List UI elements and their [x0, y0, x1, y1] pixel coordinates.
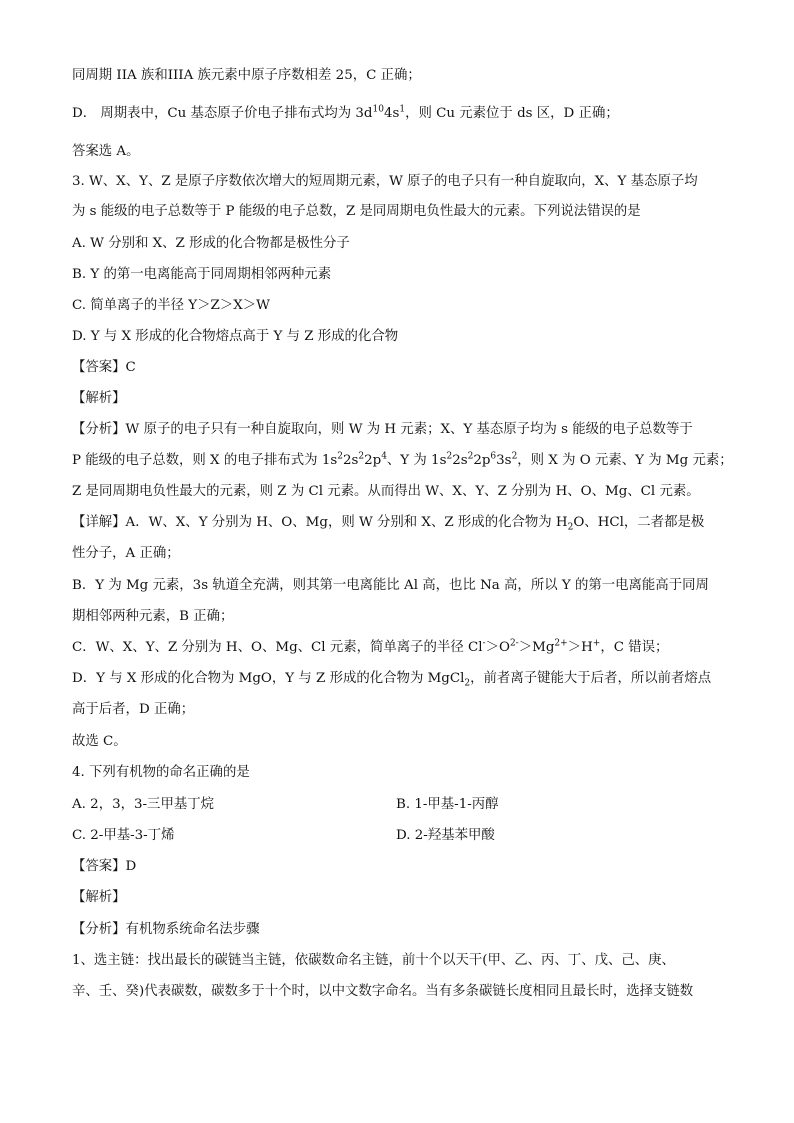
q4-option-d: D. 2-羟基苯甲酸: [396, 828, 495, 843]
q3-analysis-2: P 能级的电子总数，则 X 的电子排布式为 $1s^22s^22p^4$、Y 为 $1s^22s^22p^63s^2$，则 X 为 O 元素、Y 为 Mg 元素；: [72, 451, 733, 468]
q4-answer: 【答案】D: [72, 859, 137, 874]
prev-option-d: D． 周期表中，Cu 基态原子价电子排布式均为 $3d^{10}4s^1$，则 Cu 元素位于 ds 区，D 正确；: [72, 104, 619, 121]
q3-option-a: A. W 分别和 X、Z 形成的化合物都是极性分子: [72, 236, 350, 251]
q4-step-1: 1、选主链：找出最长的碳链当主链，依碳数命名主链，前十个以天干(甲、乙、丙、丁、戊、己、庚、: [72, 953, 675, 968]
q3-detail-d-2: 高于后者，D 正确；: [72, 702, 195, 717]
q3-option-c: C. 简单离子的半径 Y＞Z＞X＞W: [72, 298, 270, 313]
q3-answer: 【答案】C: [72, 360, 136, 375]
q3-analysis-3: Z 是同周期电负性最大的元素，则 Z 为 Cl 元素。从而得出 W、X、Y、Z 分别为 H、O、Mg、Cl 元素。: [72, 484, 700, 499]
q3-detail-c: C．W、X、Y、Z 分别为 H、O、Mg、Cl 元素，简单离子的半径 $Cl^->O^{2-}>Mg^{2+}>H^+$，C 错误；: [72, 638, 669, 655]
q3-conclusion: 故选 C。: [72, 734, 127, 749]
q4-jiexi-label: 【解析】: [72, 890, 126, 905]
q4-stem: 4. 下列有机物的命名正确的是: [72, 765, 250, 780]
q3-detail-a-1: 【详解】A．W、X、Y 分别为 H、O、Mg，则 W 分别和 X、Z 形成的化合物为 $H_2O$、HCl，二者都是极: [72, 515, 705, 533]
prev-line-1: 同周期 IIA 族和IIIA 族元素中原子序数相差 25，C 正确；: [72, 68, 421, 83]
q4-option-b: B. 1-甲基-1-丙醇: [396, 797, 499, 812]
q3-detail-b-1: B．Y 为 Mg 元素，3s 轨道全充满，则其第一电离能比 Al 高，也比 Na 高，所以 Y 的第一电离能高于同周: [72, 578, 709, 593]
q3-stem-2: 为 s 能级的电子总数等于 P 能级的电子总数，Z 是同周期电负性最大的元素。下列说法错误的是: [72, 204, 641, 219]
q3-detail-a-2: 性分子，A 正确；: [72, 546, 180, 561]
q3-option-d: D. Y 与 X 形成的化合物熔点高于 Y 与 Z 形成的化合物: [72, 329, 399, 344]
q4-step-1-cont: 辛、壬、癸)代表碳数，碳数多于十个时，以中文数字命名。当有多条碳链长度相同且最长时，选择支链数: [72, 984, 694, 999]
q3-option-b: B. Y 的第一电离能高于同周期相邻两种元素: [72, 267, 332, 282]
q3-analysis-1: 【分析】W 原子的电子只有一种自旋取向，则 W 为 H 元素；X、Y 基态原子均为 s 能级的电子总数等于: [72, 422, 693, 437]
q4-option-a: A. 2，3，3-三甲基丁烷: [72, 797, 215, 812]
q4-option-c: C. 2-甲基-3-丁烯: [72, 828, 175, 843]
q3-detail-b-2: 期相邻两种元素，B 正确；: [72, 609, 234, 624]
q3-stem-1: 3. W、X、Y、Z 是原子序数依次增大的短周期元素，W 原子的电子只有一种自旋取向，X、Y 基态原子均: [72, 174, 698, 189]
prev-answer: 答案选 A。: [72, 144, 140, 159]
q3-jiexi-label: 【解析】: [72, 391, 126, 406]
q4-analysis: 【分析】有机物系统命名法步骤: [72, 922, 260, 937]
q3-detail-d-1: D．Y 与 X 形成的化合物为 MgO，Y 与 Z 形成的化合物为 MgCl$_2$，前者离子键能大于后者，所以前者熔点: [72, 671, 712, 689]
